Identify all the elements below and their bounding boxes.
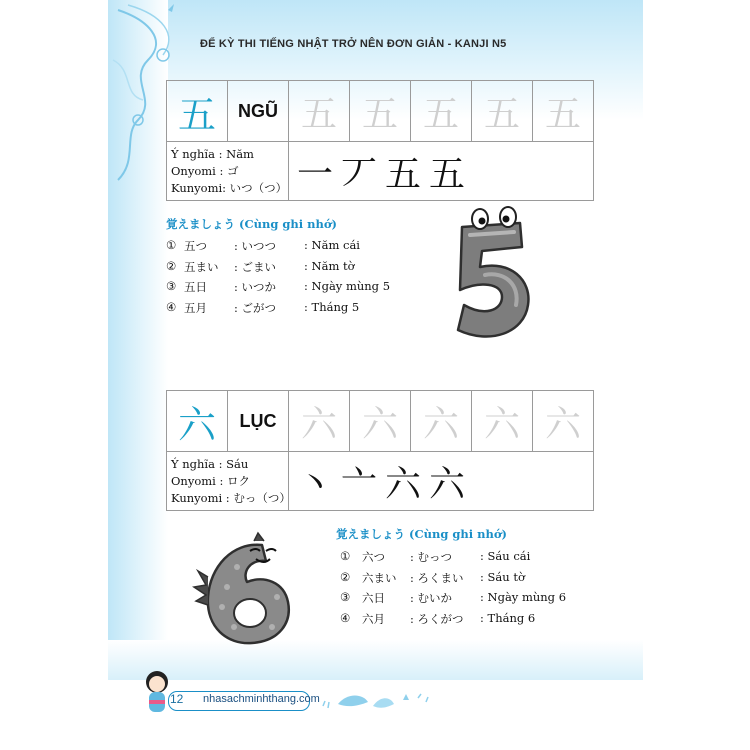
item-kana: : ろくがつ [410, 611, 464, 626]
item-word: 五月 [184, 300, 207, 315]
number-six-mascot [192, 527, 302, 647]
list-item [340, 611, 600, 632]
kanji-five-info [167, 142, 289, 201]
item-number: ④ [166, 299, 177, 314]
leaf-decoration [318, 684, 438, 714]
stroke-order [289, 142, 594, 201]
bottom-band [108, 640, 643, 680]
item-meaning: : Tháng 6 [480, 610, 536, 625]
guide-char: 五 [533, 81, 594, 142]
item-meaning: : Sáu cái [480, 549, 531, 563]
stroke-step: 六 [429, 463, 474, 505]
memo-five-list [166, 238, 426, 320]
stroke-step: 丶 [297, 463, 342, 505]
item-number: ② [166, 258, 177, 273]
kanji-five-table [166, 80, 594, 201]
page-header: ĐỂ KỲ THI TIẾNG NHẬT TRỞ NÊN ĐƠN GIẢN - KANJI N5 [200, 38, 507, 50]
item-kana: : むいか [410, 591, 453, 605]
list-item [166, 279, 426, 300]
kokeshi-doll-icon [143, 668, 171, 714]
item-kana: : ごがつ [234, 300, 277, 315]
number-five-mascot [440, 205, 535, 345]
guide-char: 五 [289, 81, 350, 142]
list-item [340, 549, 600, 570]
kanji-six-char: 六 [167, 391, 228, 452]
item-word: 五日 [184, 280, 207, 294]
item-kana: : ごまい [234, 259, 277, 274]
onyomi-text: Onyomi : ゴ [171, 163, 239, 178]
guide-char: 五 [350, 81, 411, 142]
stroke-step: 五 [429, 153, 474, 195]
list-item [340, 570, 600, 591]
meaning-text: Ý nghĩa : Năm [171, 146, 254, 161]
kanji-six-table [166, 390, 594, 511]
stroke-step: 六 [385, 463, 430, 505]
guide-char: 六 [472, 391, 533, 452]
item-number: ① [340, 549, 351, 563]
item-word: 六月 [362, 611, 385, 626]
kanji-six-info [167, 452, 289, 511]
item-number: ③ [166, 279, 177, 293]
item-kana: : ろくまい [410, 570, 464, 585]
memo-five-title: 覚えましょう (Cùng ghi nhớ) [166, 217, 337, 231]
item-meaning: : Năm cái [304, 238, 360, 252]
item-kana: : むっつ [410, 550, 453, 564]
guide-char: 六 [289, 391, 350, 452]
stroke-step: 亠 [341, 463, 386, 505]
guide-char: 五 [472, 81, 533, 142]
stroke-step: 五 [385, 153, 430, 195]
guide-char: 五 [411, 81, 472, 142]
guide-char: 六 [533, 391, 594, 452]
memo-six-title: 覚えましょう (Cùng ghi nhớ) [336, 527, 507, 541]
item-word: 六日 [362, 591, 385, 605]
kanji-five-reading: NGŨ [228, 81, 289, 142]
kanji-six-reading: LỤC [228, 391, 289, 452]
kunyomi-text: Kunyomi: いつ（つ） [171, 180, 288, 195]
item-meaning: : Ngày mùng 5 [304, 279, 391, 293]
item-kana: : いつつ [234, 239, 277, 253]
list-item [166, 259, 426, 280]
kanji-five-char: 五 [167, 81, 228, 142]
item-word: 五つ [184, 239, 207, 253]
item-word: 六まい [362, 570, 397, 585]
item-meaning: : Sáu tờ [480, 569, 525, 584]
list-item [166, 238, 426, 259]
list-item [166, 300, 426, 321]
item-word: 六つ [362, 550, 385, 564]
item-number: ① [166, 238, 177, 252]
memo-six-list [340, 549, 600, 631]
meaning-text: Ý nghĩa : Sáu [171, 456, 249, 471]
item-number: ② [340, 569, 351, 584]
page-number: 12 [170, 692, 184, 706]
item-meaning: : Tháng 5 [304, 299, 360, 314]
item-word: 五まい [184, 259, 219, 274]
kunyomi-text: Kunyomi : むっ（つ） [171, 490, 291, 505]
list-item [340, 590, 600, 611]
item-number: ③ [340, 590, 351, 604]
onyomi-text: Onyomi : ロク [171, 473, 251, 488]
item-number: ④ [340, 610, 351, 625]
item-meaning: : Năm tờ [304, 258, 355, 273]
guide-char: 六 [411, 391, 472, 452]
stroke-order [289, 452, 594, 511]
stroke-step: 一 [297, 153, 342, 195]
item-meaning: : Ngày mùng 6 [480, 590, 567, 604]
website-link[interactable]: nhasachminhthang.com [203, 693, 320, 705]
item-kana: : いつか [234, 280, 277, 294]
stroke-step: 丆 [341, 153, 386, 195]
guide-char: 六 [350, 391, 411, 452]
